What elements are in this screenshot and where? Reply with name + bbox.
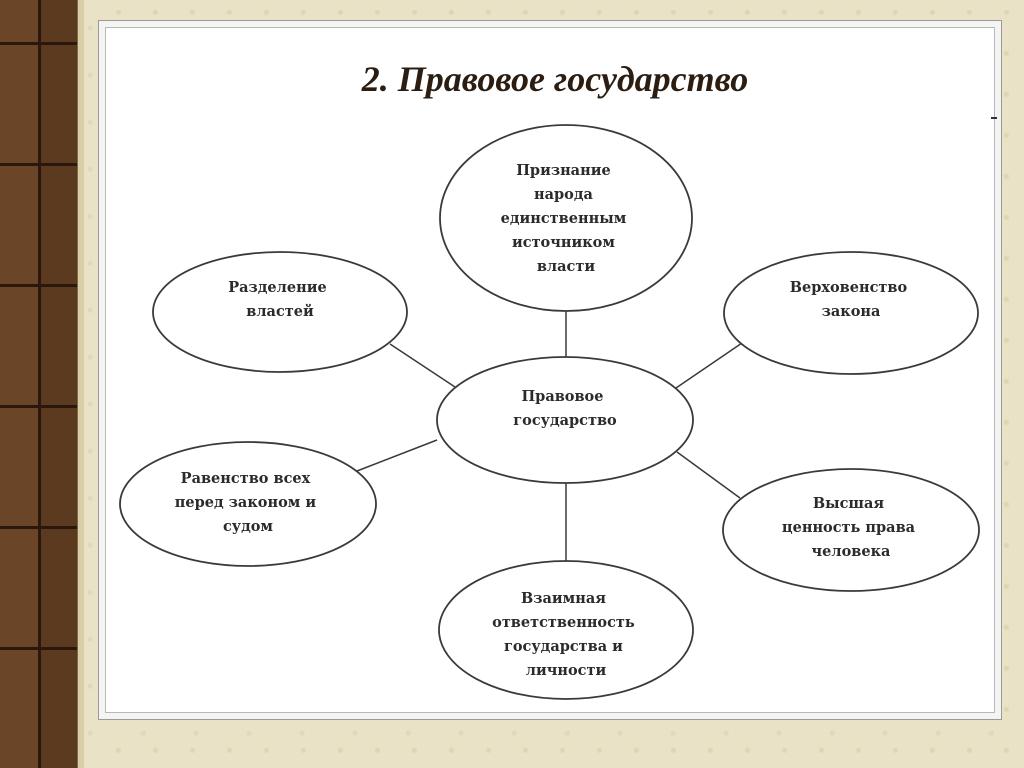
node-top bbox=[440, 125, 692, 311]
node-bottom-line-2: ответственность bbox=[492, 614, 635, 631]
node-lower-right bbox=[723, 469, 979, 591]
node-lower-left-line-1: Равенство всех bbox=[180, 470, 311, 487]
node-top-line-2: народа bbox=[534, 186, 593, 203]
node-top-line-1: Признание bbox=[516, 162, 611, 179]
node-lower-left-line-3: судом bbox=[222, 518, 274, 535]
node-bottom-line-3: государства и bbox=[503, 638, 623, 655]
node-bottom-line-4: личности bbox=[525, 662, 607, 679]
node-top-line-3: единственным bbox=[500, 210, 627, 227]
node-upper-right bbox=[724, 252, 978, 374]
node-center-line-2: государство bbox=[513, 412, 617, 429]
node-upper-right-line-2: закона bbox=[821, 303, 881, 320]
node-upper-left-line-2: властей bbox=[246, 303, 314, 320]
slide-title: 2. Правовое государство bbox=[361, 59, 749, 99]
node-bottom bbox=[439, 561, 693, 699]
node-lower-left-line-2: перед законом и bbox=[174, 494, 317, 511]
node-center bbox=[437, 357, 693, 483]
node-lower-right-line-2: ценность права bbox=[781, 519, 916, 536]
node-lower-right-line-1: Высшая bbox=[812, 495, 885, 512]
connector-upper-right bbox=[676, 343, 742, 388]
connector-upper-left bbox=[390, 344, 455, 387]
node-upper-left-line-1: Разделение bbox=[228, 279, 327, 296]
node-bottom-line-1: Взаимная bbox=[520, 590, 606, 607]
node-top-line-4: источником bbox=[511, 234, 615, 251]
node-center-line-1: Правовое bbox=[521, 388, 604, 405]
node-top-line-5: власти bbox=[536, 258, 596, 275]
node-upper-right-line-1: Верховенство bbox=[789, 279, 908, 296]
connector-lower-left bbox=[357, 440, 437, 471]
node-upper-left bbox=[153, 252, 407, 372]
node-lower-left bbox=[120, 442, 376, 566]
connector-lower-right bbox=[677, 452, 740, 498]
node-lower-right-line-3: человека bbox=[811, 543, 891, 560]
